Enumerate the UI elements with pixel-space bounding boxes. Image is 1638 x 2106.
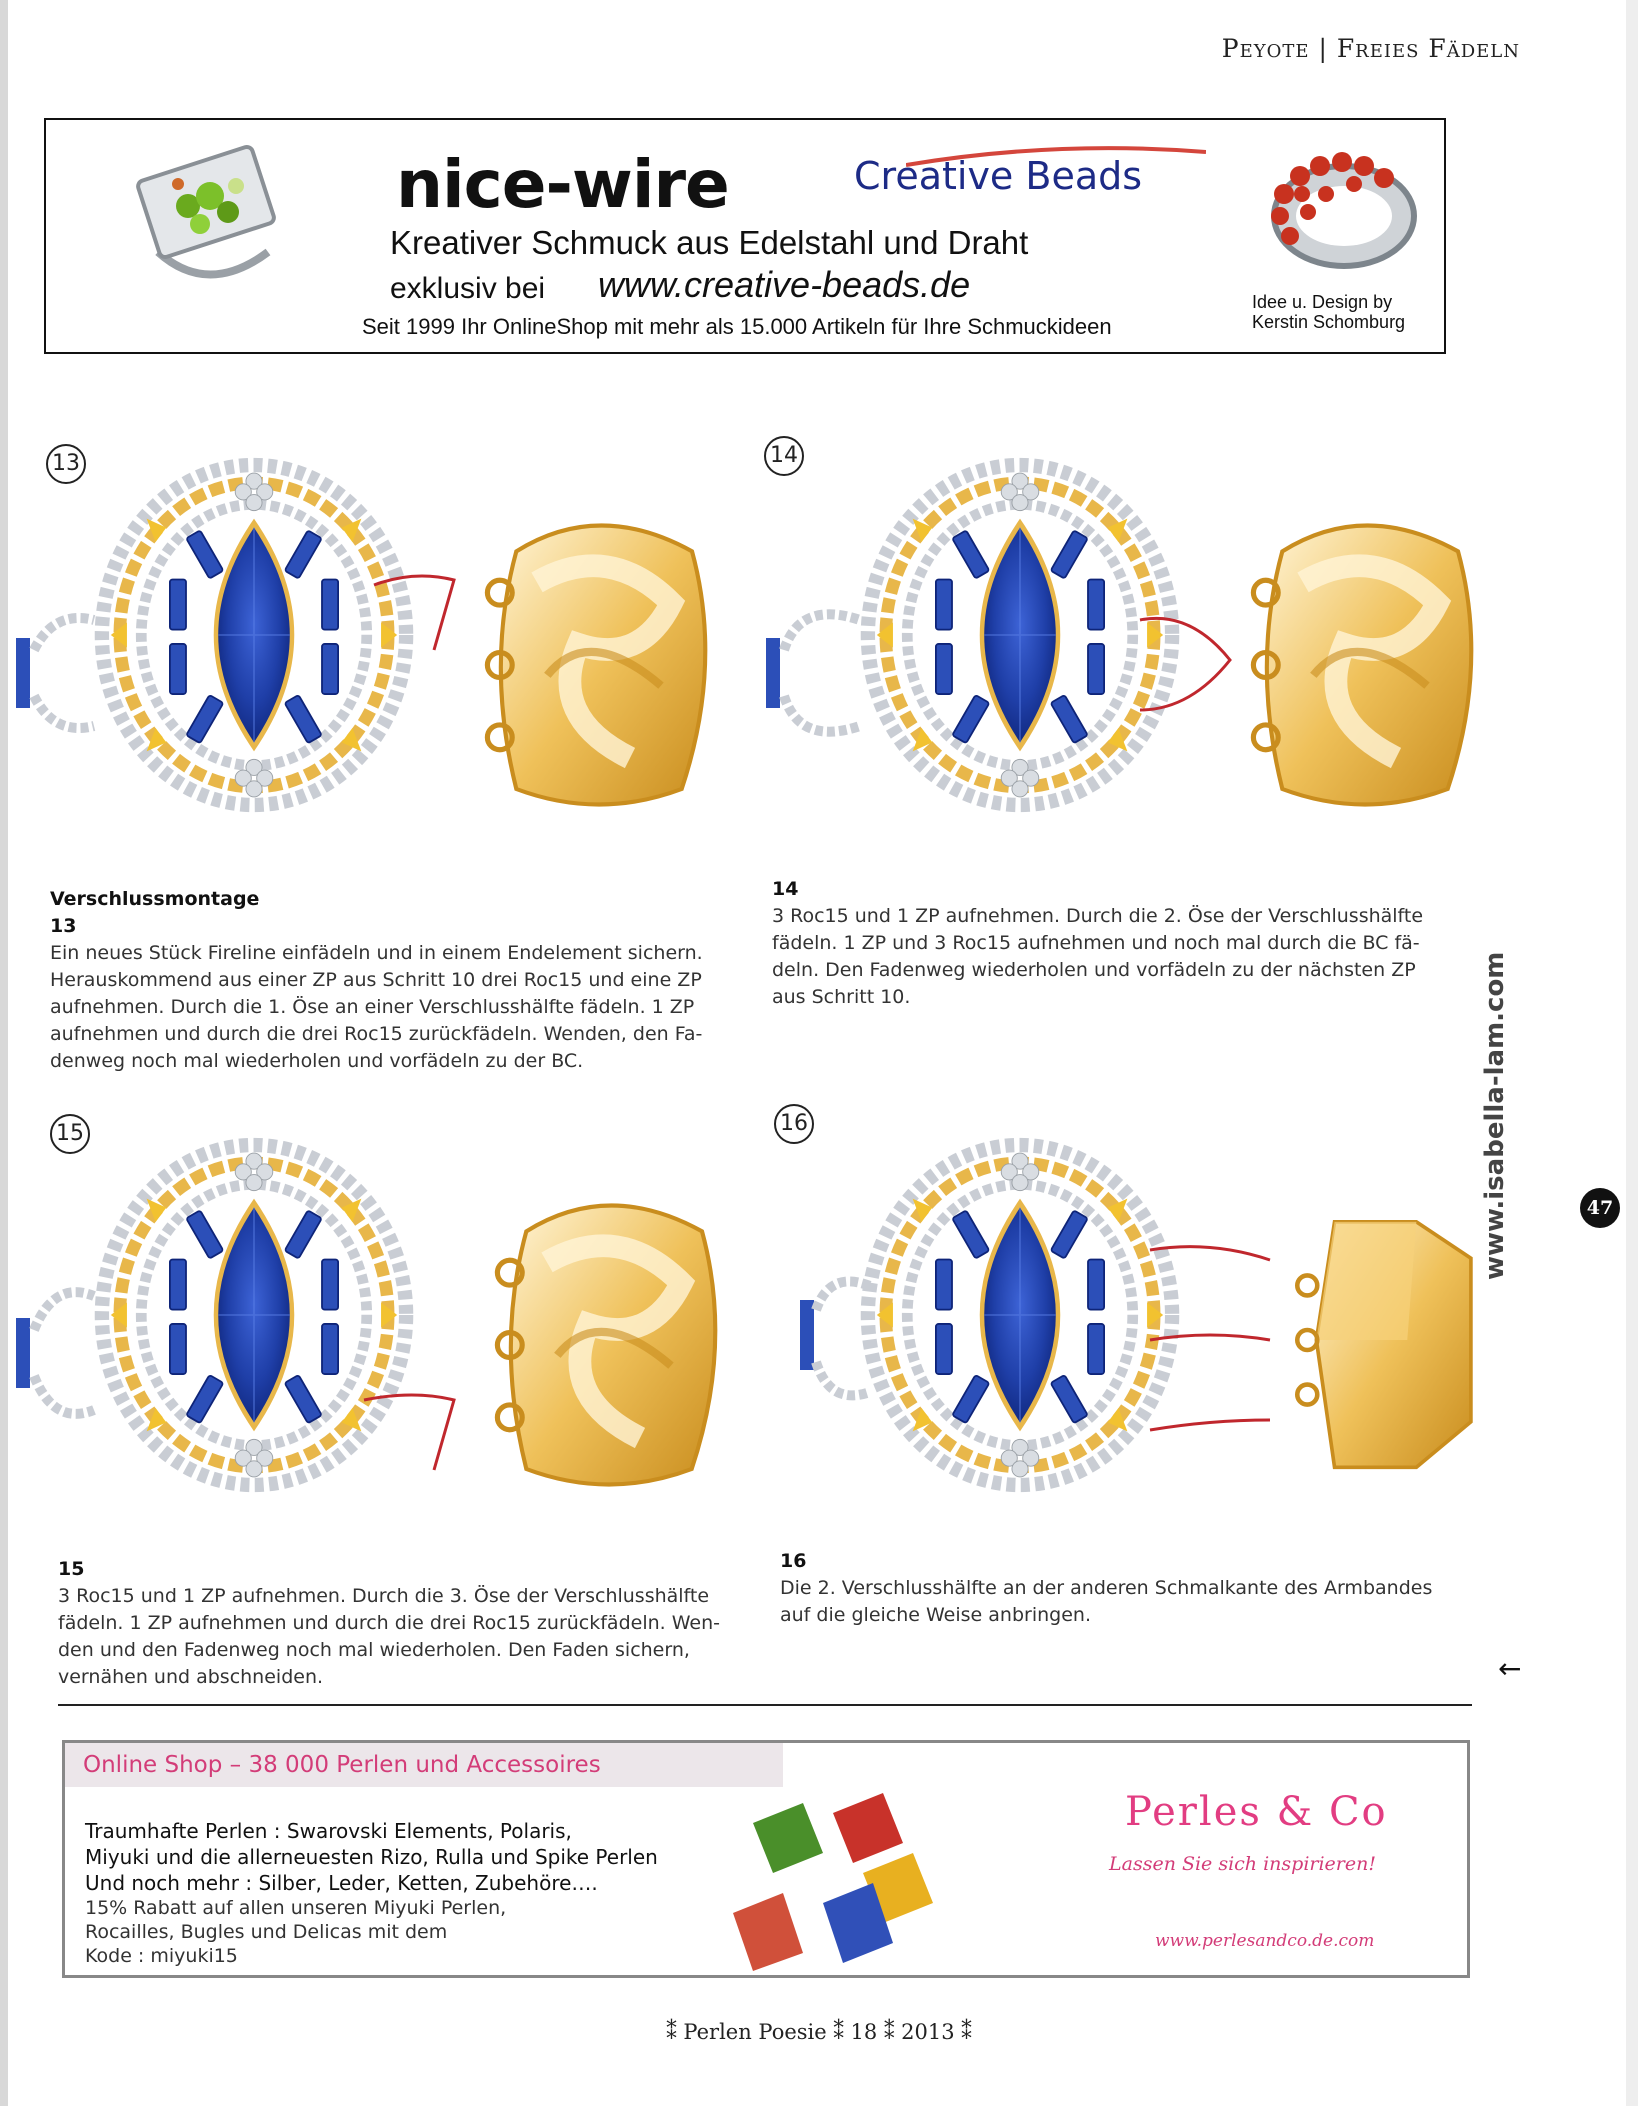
ad-line: Traumhafte Perlen : Swarovski Elements, Polaris, — [85, 1819, 572, 1843]
step-16-heading: 16 — [780, 1550, 807, 1572]
step-13-line: Ein neues Stück Fireline einfädeln und in einem Endelement sichern. — [50, 942, 703, 964]
ad-credit — [1252, 292, 1405, 332]
perles-slogan: Lassen Sie sich inspirieren! — [1109, 1853, 1376, 1875]
credit-line-2: Kerstin Schomburg — [1252, 312, 1406, 332]
ad-tagline: Kreativer Schmuck aus Edelstahl und Draht — [390, 224, 1029, 261]
brand-nice-wire: nice-wire — [396, 146, 729, 223]
step-15-line: fädeln. 1 ZP aufnehmen und durch die drei Roc15 zurückfädeln. Wen- — [58, 1612, 720, 1634]
ad-since-text: Seit 1999 Ihr OnlineShop mit mehr als 15.000 Artikeln für Ihre Schmuckideen — [362, 314, 1112, 339]
step-16-badge: 16 — [774, 1104, 814, 1144]
ad-line: Und noch mehr : Silber, Leder, Ketten, Zubehöre…. — [85, 1871, 598, 1895]
brand-creative-beads: Creative Beads — [854, 154, 1143, 198]
page-gutter-right — [1626, 0, 1638, 2106]
step-14-badge: 14 — [764, 436, 804, 476]
page-number-badge: 47 — [1580, 1188, 1620, 1228]
step-13-line: aufnehmen. Durch die 1. Öse an einer Verschlusshälfte fädeln. 1 ZP — [50, 996, 695, 1018]
step-16-line: auf die gleiche Weise anbringen. — [780, 1604, 1091, 1626]
step-16-line: Die 2. Verschlusshälfte an der anderen Schmalkante des Armbandes — [780, 1577, 1433, 1599]
page-footer: ⁑ Perlen Poesie ⁑ 18 ⁑ 2013 ⁑ — [666, 2020, 972, 2044]
ring-photo-right — [1244, 136, 1424, 286]
step-13-text — [50, 886, 750, 1075]
perles-logo: Perles & Co — [1125, 1789, 1388, 1835]
step-13-line: aufnehmen und durch die drei Roc15 zurückfädeln. Wenden, den Fa- — [50, 1023, 703, 1045]
running-head: Peyote | Freies Fädeln — [1221, 34, 1520, 63]
step-14-line: aus Schritt 10. — [772, 986, 911, 1008]
step-15-line: vernähen und abschneiden. — [58, 1666, 324, 1688]
step-14-text — [772, 876, 1472, 1011]
step-14-heading: 14 — [772, 878, 799, 900]
step-15-line: 3 Roc15 und 1 ZP aufnehmen. Durch die 3. Öse der Verschlusshälfte — [58, 1585, 710, 1607]
sidebar-url-link[interactable]: www.isabella-lam.com — [1480, 951, 1510, 1280]
step-13-diagram — [14, 420, 754, 850]
ad-coupon-code: Kode : miyuki15 — [85, 1945, 238, 1967]
ad-perles-and-co[interactable] — [62, 1740, 1470, 1978]
arrow-left-icon: ← — [1498, 1652, 1522, 1685]
step-13-badge: 13 — [46, 444, 86, 484]
ad-line: Rocailles, Bugles und Delicas mit dem — [85, 1921, 448, 1943]
ad-exclusive: exklusiv bei — [390, 272, 546, 305]
step-14-diagram — [760, 420, 1500, 850]
perles-url-link[interactable]: www.perlesandco.de.com — [1155, 1931, 1375, 1951]
ad-line: Miyuki und die allerneuesten Rizo, Rulla und Spike Perlen — [85, 1845, 658, 1869]
ad-line: 15% Rabatt auf allen unseren Miyuki Perlen, — [85, 1897, 507, 1919]
section-divider — [58, 1704, 1472, 1706]
bead-mix-photo — [713, 1793, 1013, 1973]
step-15-diagram — [14, 1100, 754, 1540]
ad-url-link[interactable]: www.creative-beads.de — [598, 264, 971, 305]
ring-photo-left — [118, 132, 298, 302]
step-13-line: Herauskommend aus einer ZP aus Schritt 10 drei Roc15 und eine ZP — [50, 969, 702, 991]
page-gutter-left — [0, 0, 8, 2106]
step-13-line: denweg noch mal wiederholen und vorfädeln zu der BC. — [50, 1050, 584, 1072]
step-13-heading: 13 — [50, 915, 77, 937]
ad-creative-beads[interactable] — [44, 118, 1446, 354]
step-15-line: den und den Fadenweg noch mal wiederholen. Den Faden sichern, — [58, 1639, 690, 1661]
step-16-text — [780, 1548, 1480, 1629]
step-16-diagram — [770, 1100, 1490, 1540]
ad-banner: Online Shop – 38 000 Perlen und Accessoires — [65, 1743, 783, 1787]
step-14-line: deln. Den Fadenweg wiederholen und vorfädeln zu der nächsten ZP — [772, 959, 1416, 981]
step-14-line: fädeln. 1 ZP und 3 Roc15 aufnehmen und noch mal durch die BC fä- — [772, 932, 1420, 954]
step-15-badge: 15 — [50, 1114, 90, 1154]
credit-line-1: Idee u. Design by — [1252, 292, 1393, 312]
step-14-line: 3 Roc15 und 1 ZP aufnehmen. Durch die 2. Öse der Verschlusshälfte — [772, 905, 1424, 927]
step-15-text — [58, 1556, 758, 1691]
section-heading: Verschlussmontage — [50, 888, 260, 910]
step-15-heading: 15 — [58, 1558, 85, 1580]
